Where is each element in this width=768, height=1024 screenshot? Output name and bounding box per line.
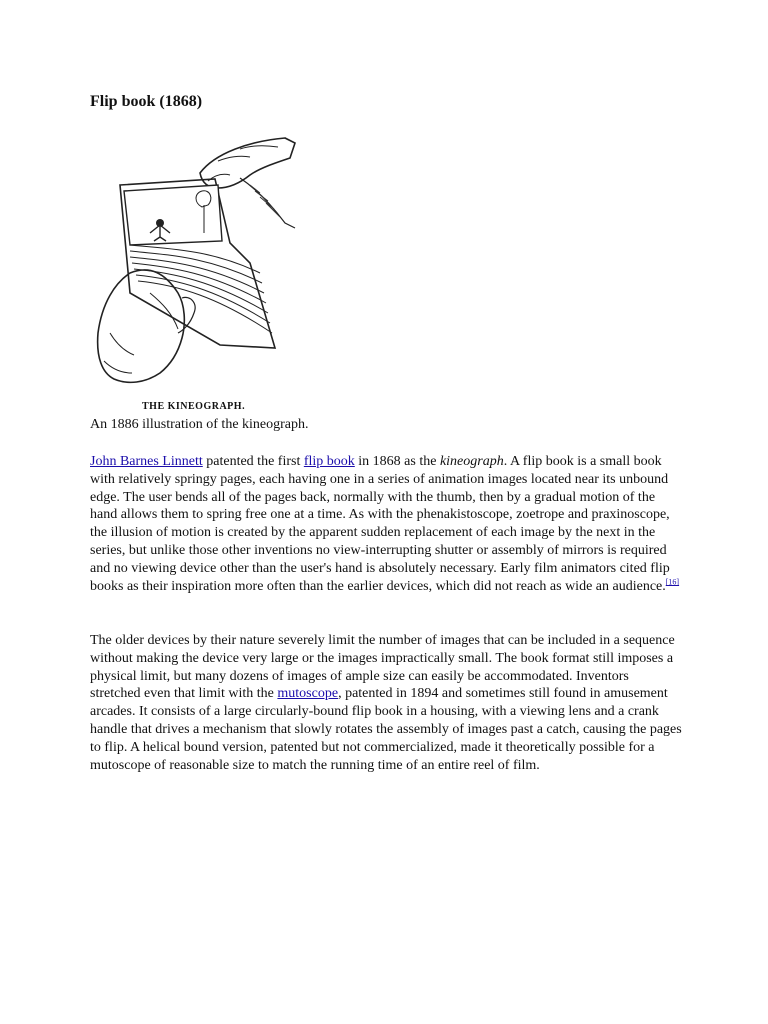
kineograph-engraving-drawing	[90, 133, 300, 413]
paragraph1-text-a: patented the first	[202, 454, 304, 469]
link-flip-book[interactable]: flip book	[303, 454, 355, 469]
reference-link-16[interactable]: [16]	[665, 576, 680, 586]
link-john-barnes-linnett[interactable]: John Barnes Linnett	[90, 454, 203, 469]
paragraph1-text-b: in 1868 as the	[354, 454, 440, 469]
paragraph1-text-c: . A flip book is a small book with relatively springy pages, each having one in a series of animation images located near its unbound edge. The user bends all of the pages back, normally with the thumb, then by a gradual motion of the hand allows them to spring free one at a time. As with the phenakistoscope, zoetrope and praxinoscope, the illusion of motion is created by the apparent sudden replacement of each image by the next in the series, but unlike those other inventions no view-interrupting shutter or assembly of mirrors is required and no viewing device other than the user's hand is absolutely necessary. Early film animators cited flip books as their inspiration more often than the earlier devices, which did not reach as wide an audience.	[90, 454, 670, 594]
paragraph-mutoscope	[90, 632, 682, 774]
kineograph-illustration	[90, 133, 300, 413]
figure-caption: An 1886 illustration of the kineograph.	[90, 417, 309, 432]
paragraph2-text-a: The older devices by their nature severely limit the number of images that can be included in a sequence without making the device very large or the images impractically small. The book format still imposes a physical limit, but many dozens of images of ample size can easily be accommodated. Inventors stretched even that limit with the	[90, 633, 675, 702]
engraving-caption: THE KINEOGRAPH.	[142, 401, 246, 412]
term-kineograph: kineograph	[439, 454, 504, 469]
link-mutoscope[interactable]: mutoscope	[277, 686, 339, 702]
section-heading: Flip book (1868)	[90, 93, 203, 110]
paragraph2-text-b: , patented in 1894 and sometimes still found in amusement arcades. It consists of a large circularly-bound flip book in a housing, with a viewing lens and a crank handle that drives a mechanism that slowly rotates the assembly of images past a catch, causing the pages to flip. A helical bound version, patented but not commercialized, made it theoretically possible for a mutoscope of reasonable size to match the running time of an entire reel of film.	[90, 686, 682, 773]
paragraph-linnett	[90, 453, 682, 595]
